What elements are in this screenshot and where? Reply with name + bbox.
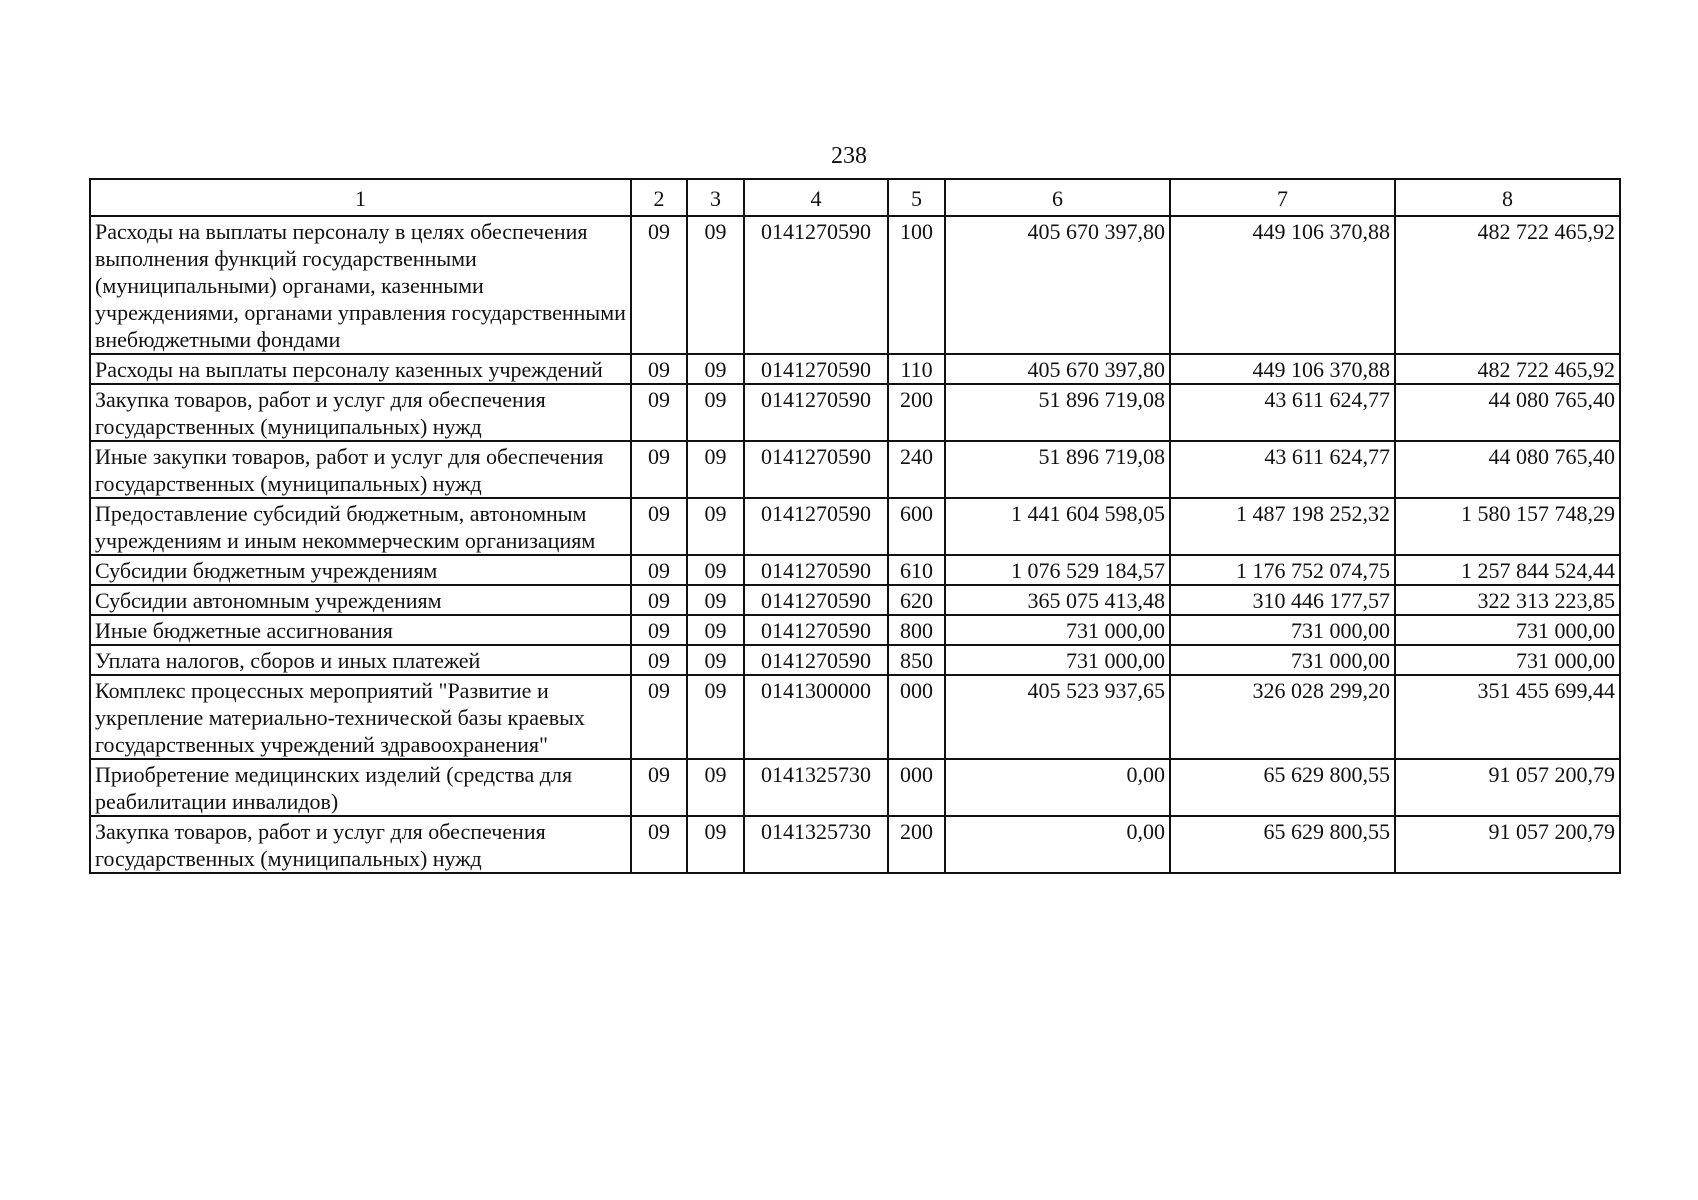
amount-col-7-cell: 1 487 198 252,32 — [1170, 498, 1395, 555]
table-row — [90, 585, 1620, 615]
section-cell: 09 — [631, 555, 687, 585]
row-name-cell: Субсидии автономным учреждениям — [90, 585, 631, 615]
section-cell: 09 — [631, 384, 687, 441]
expense-type-cell: 240 — [888, 441, 945, 498]
amount-col-8-cell: 351 455 699,44 — [1395, 675, 1620, 759]
expense-type-cell: 850 — [888, 645, 945, 675]
expense-type-cell: 200 — [888, 384, 945, 441]
header-col-1: 1 — [90, 179, 631, 216]
section-cell: 09 — [631, 216, 687, 354]
expense-type-cell: 000 — [888, 675, 945, 759]
expense-type-cell: 600 — [888, 498, 945, 555]
row-name-cell: Иные закупки товаров, работ и услуг для обеспечения государственных (муниципальных) нужд — [90, 441, 631, 498]
row-name-cell: Иные бюджетные ассигнования — [90, 615, 631, 645]
expense-type-cell: 100 — [888, 216, 945, 354]
amount-col-6-cell: 405 670 397,80 — [945, 216, 1170, 354]
amount-col-7-cell: 731 000,00 — [1170, 615, 1395, 645]
amount-col-8-cell: 91 057 200,79 — [1395, 816, 1620, 873]
amount-col-6-cell: 0,00 — [945, 759, 1170, 816]
section-cell: 09 — [631, 759, 687, 816]
amount-col-8-cell: 322 313 223,85 — [1395, 585, 1620, 615]
target-article-cell: 0141270590 — [744, 585, 888, 615]
table-row — [90, 216, 1620, 354]
page-number: 238 — [831, 143, 867, 169]
amount-col-7-cell: 449 106 370,88 — [1170, 216, 1395, 354]
amount-col-6-cell: 731 000,00 — [945, 645, 1170, 675]
amount-col-7-cell: 449 106 370,88 — [1170, 354, 1395, 384]
amount-col-7-cell: 1 176 752 074,75 — [1170, 555, 1395, 585]
row-name-cell: Расходы на выплаты персоналу в целях обеспечения выполнения функций государственными (муниципальными) органами, казенными учреждениями, органами управления государственными внебюджетными фондами — [90, 216, 631, 354]
header-row — [90, 179, 1620, 216]
amount-col-6-cell: 1 076 529 184,57 — [945, 555, 1170, 585]
amount-col-6-cell: 731 000,00 — [945, 615, 1170, 645]
subsection-cell: 09 — [687, 498, 744, 555]
subsection-cell: 09 — [687, 645, 744, 675]
expense-type-cell: 110 — [888, 354, 945, 384]
amount-col-8-cell: 482 722 465,92 — [1395, 354, 1620, 384]
subsection-cell: 09 — [687, 585, 744, 615]
table-row — [90, 354, 1620, 384]
table-row — [90, 759, 1620, 816]
section-cell: 09 — [631, 354, 687, 384]
section-cell: 09 — [631, 585, 687, 615]
expense-type-cell: 200 — [888, 816, 945, 873]
header-col-7: 7 — [1170, 179, 1395, 216]
target-article-cell: 0141325730 — [744, 816, 888, 873]
section-cell: 09 — [631, 498, 687, 555]
amount-col-8-cell: 482 722 465,92 — [1395, 216, 1620, 354]
target-article-cell: 0141270590 — [744, 354, 888, 384]
amount-col-6-cell: 51 896 719,08 — [945, 441, 1170, 498]
amount-col-8-cell: 44 080 765,40 — [1395, 441, 1620, 498]
amount-col-6-cell: 405 670 397,80 — [945, 354, 1170, 384]
target-article-cell: 0141270590 — [744, 216, 888, 354]
table-row — [90, 498, 1620, 555]
table-row — [90, 816, 1620, 873]
amount-col-6-cell: 405 523 937,65 — [945, 675, 1170, 759]
amount-col-7-cell: 65 629 800,55 — [1170, 759, 1395, 816]
amount-col-8-cell: 731 000,00 — [1395, 645, 1620, 675]
table-row — [90, 441, 1620, 498]
section-cell: 09 — [631, 675, 687, 759]
target-article-cell: 0141270590 — [744, 441, 888, 498]
target-article-cell: 0141270590 — [744, 498, 888, 555]
subsection-cell: 09 — [687, 675, 744, 759]
subsection-cell: 09 — [687, 384, 744, 441]
target-article-cell: 0141270590 — [744, 615, 888, 645]
expense-type-cell: 610 — [888, 555, 945, 585]
header-col-3: 3 — [687, 179, 744, 216]
target-article-cell: 0141270590 — [744, 645, 888, 675]
amount-col-8-cell: 91 057 200,79 — [1395, 759, 1620, 816]
section-cell: 09 — [631, 615, 687, 645]
header-col-4: 4 — [744, 179, 888, 216]
table-row — [90, 555, 1620, 585]
header-col-6: 6 — [945, 179, 1170, 216]
expense-type-cell: 620 — [888, 585, 945, 615]
amount-col-6-cell: 51 896 719,08 — [945, 384, 1170, 441]
subsection-cell: 09 — [687, 555, 744, 585]
header-col-5: 5 — [888, 179, 945, 216]
row-name-cell: Предоставление субсидий бюджетным, автономным учреждениям и иным некоммерческим организациям — [90, 498, 631, 555]
row-name-cell: Комплекс процессных мероприятий "Развитие и укрепление материально-технической базы краевых государственных учреждений здравоохранения" — [90, 675, 631, 759]
subsection-cell: 09 — [687, 354, 744, 384]
table-row — [90, 615, 1620, 645]
amount-col-7-cell: 65 629 800,55 — [1170, 816, 1395, 873]
target-article-cell: 0141325730 — [744, 759, 888, 816]
subsection-cell: 09 — [687, 759, 744, 816]
section-cell: 09 — [631, 441, 687, 498]
amount-col-8-cell: 1 257 844 524,44 — [1395, 555, 1620, 585]
table-row — [90, 384, 1620, 441]
row-name-cell: Субсидии бюджетным учреждениям — [90, 555, 631, 585]
target-article-cell: 0141270590 — [744, 384, 888, 441]
expense-type-cell: 800 — [888, 615, 945, 645]
subsection-cell: 09 — [687, 615, 744, 645]
target-article-cell: 0141270590 — [744, 555, 888, 585]
target-article-cell: 0141300000 — [744, 675, 888, 759]
amount-col-8-cell: 1 580 157 748,29 — [1395, 498, 1620, 555]
amount-col-6-cell: 0,00 — [945, 816, 1170, 873]
row-name-cell: Расходы на выплаты персоналу казенных учреждений — [90, 354, 631, 384]
amount-col-7-cell: 310 446 177,57 — [1170, 585, 1395, 615]
expense-type-cell: 000 — [888, 759, 945, 816]
amount-col-6-cell: 1 441 604 598,05 — [945, 498, 1170, 555]
subsection-cell: 09 — [687, 816, 744, 873]
row-name-cell: Закупка товаров, работ и услуг для обеспечения государственных (муниципальных) нужд — [90, 816, 631, 873]
table-row — [90, 675, 1620, 759]
amount-col-6-cell: 365 075 413,48 — [945, 585, 1170, 615]
subsection-cell: 09 — [687, 441, 744, 498]
row-name-cell: Закупка товаров, работ и услуг для обеспечения государственных (муниципальных) нужд — [90, 384, 631, 441]
header-col-2: 2 — [631, 179, 687, 216]
row-name-cell: Приобретение медицинских изделий (средства для реабилитации инвалидов) — [90, 759, 631, 816]
amount-col-7-cell: 43 611 624,77 — [1170, 384, 1395, 441]
row-name-cell: Уплата налогов, сборов и иных платежей — [90, 645, 631, 675]
amount-col-7-cell: 43 611 624,77 — [1170, 441, 1395, 498]
table-row — [90, 645, 1620, 675]
budget-table — [89, 178, 1621, 874]
section-cell: 09 — [631, 816, 687, 873]
section-cell: 09 — [631, 645, 687, 675]
amount-col-7-cell: 731 000,00 — [1170, 645, 1395, 675]
amount-col-8-cell: 731 000,00 — [1395, 615, 1620, 645]
amount-col-8-cell: 44 080 765,40 — [1395, 384, 1620, 441]
amount-col-7-cell: 326 028 299,20 — [1170, 675, 1395, 759]
header-col-8: 8 — [1395, 179, 1620, 216]
subsection-cell: 09 — [687, 216, 744, 354]
